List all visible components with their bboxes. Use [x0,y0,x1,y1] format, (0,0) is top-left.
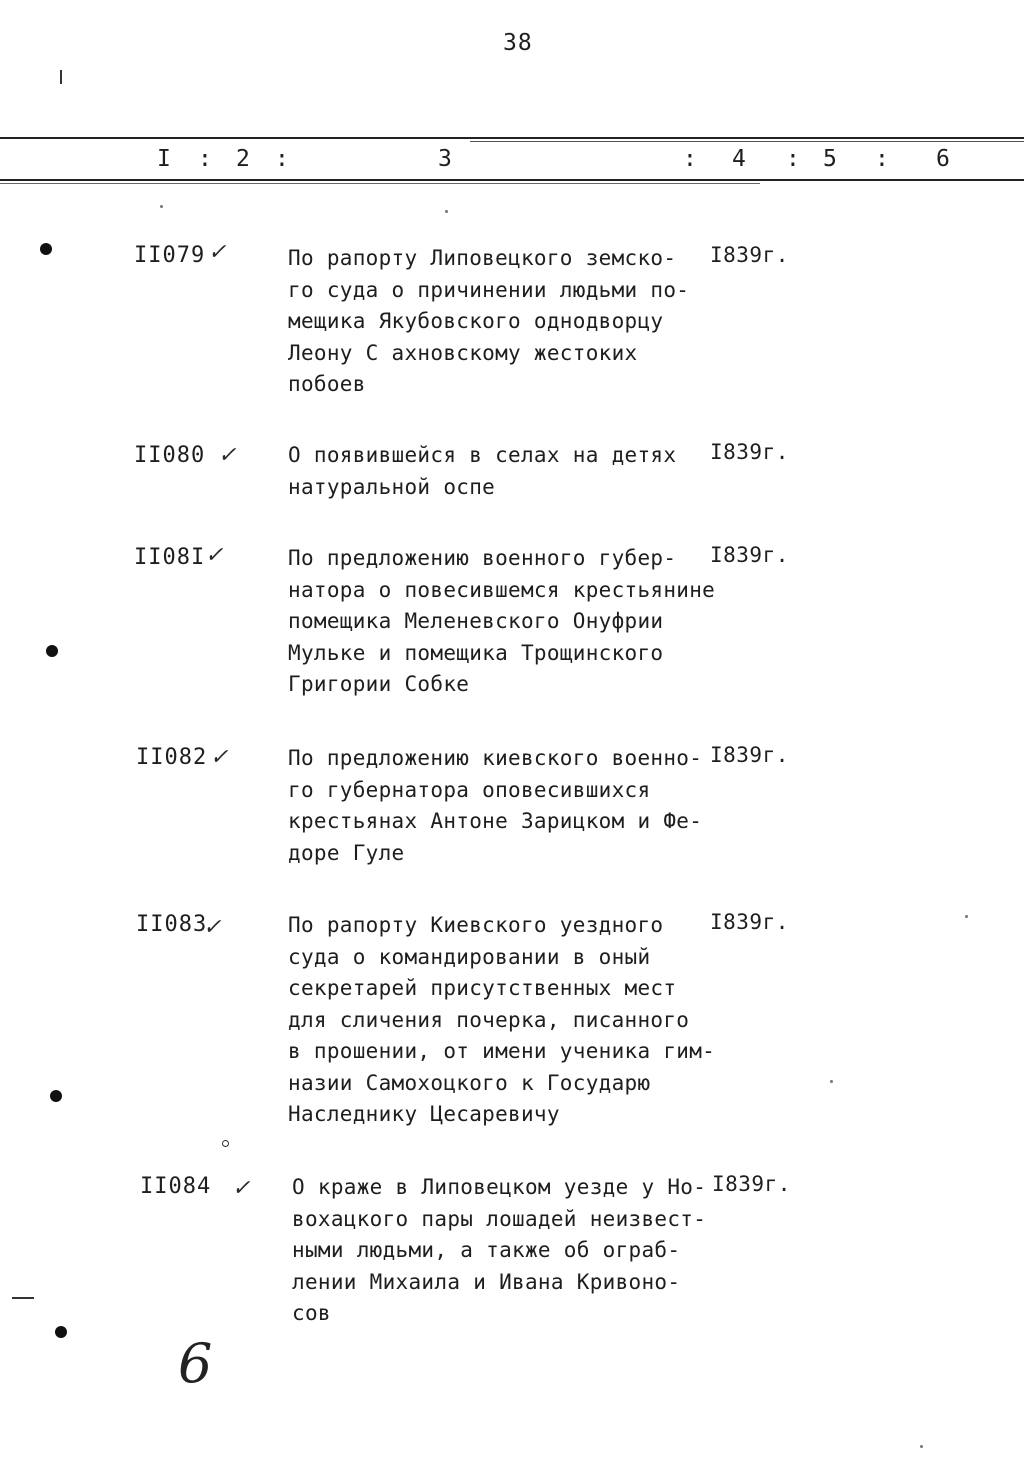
entry-description [288,910,718,1131]
entry-description-line: натора о повесившемся крестьянине [288,577,716,602]
entry-description-line: По предложению киевского военно- [288,746,703,770]
margin-mark [60,70,62,84]
entry-year: I839г. [710,543,789,567]
margin-mark [12,1297,34,1299]
entry-year: I839г. [710,743,789,767]
entry-description-line: Мульке и помещика Трощинского [288,640,664,665]
column-separator: : [683,146,697,172]
check-mark-icon: ✓ [205,543,224,568]
scan-speck [830,1080,833,1083]
entry-description-line: крестьянах Антоне Зарицком и Фе- [288,809,703,833]
entry-description-line: назии Самохоцкого к Государю [288,1070,651,1095]
entry-description-line: доре Гуле [288,840,405,865]
entry-description-line: ными людьми, а также об ограб- [292,1238,681,1262]
header-rule-bottom-secondary [0,183,760,184]
check-mark-icon: ✓ [210,745,229,770]
entry-number: II082 [136,745,208,770]
column-separator: : [786,146,800,172]
entry-description [288,440,718,503]
entry-description-line: По предложению военного губер- [288,546,677,570]
entry-description-line: Леону С ахновскому жестоких [288,340,638,365]
entry-year: I839г. [710,440,789,464]
entry-number: II079 [134,243,206,268]
check-mark-icon: ✓ [203,915,222,940]
column-separator: : [198,146,212,172]
entry-description-line: лении Михаила и Ивана Кривоно- [292,1269,681,1294]
scan-speck [445,210,448,213]
entry-number: II080 [134,443,206,468]
entry-description-line: го суда о причинении людьми по- [288,277,690,302]
entry-year: I839г. [710,243,789,267]
binding-hole [50,1090,62,1102]
entry-description-line: По рапорту Киевского уездного [288,913,664,937]
entry-number: II084 [140,1174,212,1199]
column-header-4: 4 [732,146,746,172]
entry-description-line: в прошении, от имени ученика гим- [288,1039,716,1063]
entry-year: I839г. [712,1172,791,1196]
entry-description-line: натуральной оспе [288,474,496,499]
entry-description-line: вохацкого пары лошадей неизвест- [292,1206,707,1231]
entry-description-line: секретарей присутственных мест [288,976,677,1000]
check-mark-icon: ✓ [208,240,227,265]
check-mark-icon: ✓ [218,443,237,468]
scan-speck [965,915,968,918]
header-rule-top-secondary [470,141,1024,142]
header-rule-top [0,137,1024,139]
column-separator: : [875,146,889,172]
entry-description [288,243,718,401]
entry-description-line: Наследнику Цесаревичу [288,1102,560,1126]
entry-description-line: сов [292,1301,331,1325]
binding-hole [46,645,58,657]
column-header-3: 3 [438,146,452,172]
entry-description-line: мещика Якубовского однодворцу [288,309,664,333]
column-header-2: 2 [236,146,250,172]
check-mark-icon: ✓ [232,1176,251,1201]
entry-description-line: помещика Меленевского Онуфрии [288,609,664,633]
column-header-1: I [157,146,171,172]
ink-dot [222,1140,229,1147]
entry-description-line: Григории Собке [288,672,470,696]
page-number: 38 [503,30,533,56]
entry-description [288,743,718,869]
entry-description-line: О краже в Липовецком уезде у Но- [292,1175,707,1199]
binding-hole [55,1326,67,1338]
handwritten-page-note: 6 [178,1332,213,1395]
entry-description [288,543,718,701]
column-header-5: 5 [823,146,837,172]
entry-year: I839г. [710,910,789,934]
entry-description-line: побоев [288,372,366,396]
scan-speck [920,1445,923,1448]
entry-description-line: суда о командировании в оный [288,944,651,969]
entry-description [292,1172,722,1330]
column-separator: : [275,146,289,172]
scan-speck [160,205,163,208]
column-header-6: 6 [936,146,950,172]
entry-number: II08I [134,545,206,570]
entry-description-line: для сличения почерка, писанного [288,1007,690,1032]
entry-description-line: го губернатора оповесившихся [288,777,651,802]
binding-hole [40,243,52,255]
header-rule-bottom [0,179,1024,181]
entry-number: II083 [136,912,208,937]
entry-description-line: О появившейся в селах на детях [288,443,677,467]
entry-description-line: По рапорту Липовецкого земско- [288,246,677,270]
